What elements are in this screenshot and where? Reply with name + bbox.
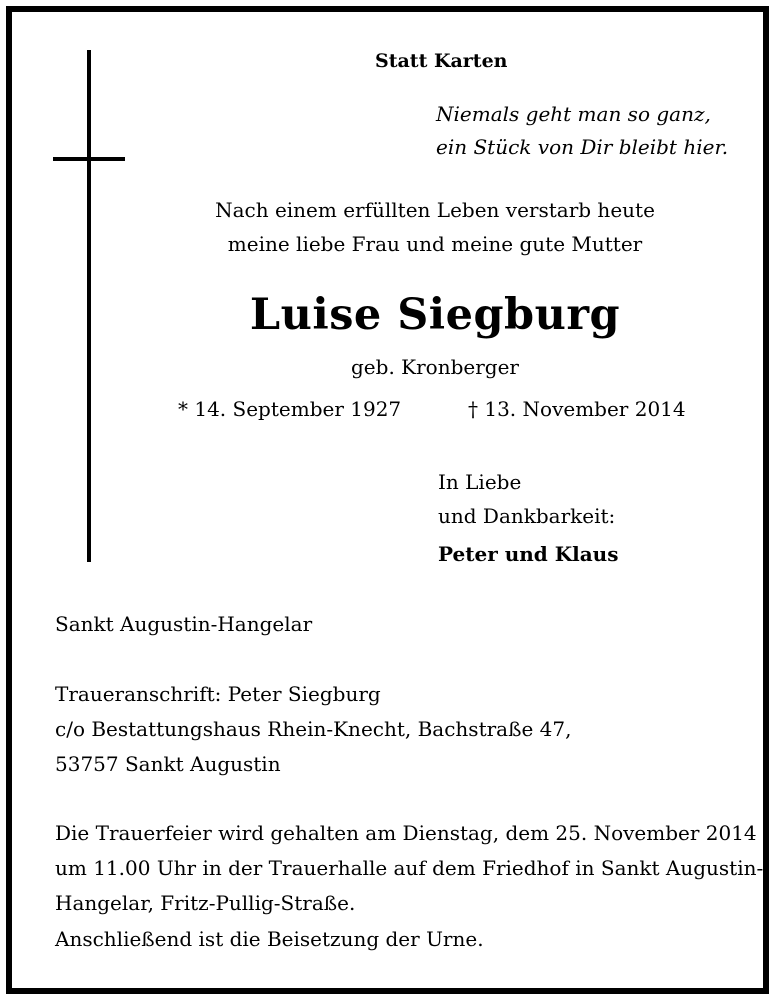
closing-words [438, 465, 615, 533]
intro-text [160, 193, 710, 261]
deceased-name: Luise Siegburg [249, 290, 621, 340]
mourning-address [55, 677, 571, 782]
place-name: Sankt Augustin-Hangelar [55, 612, 313, 636]
address-line-3: 53757 Sankt Augustin [55, 752, 281, 776]
intro-line-2: meine liebe Frau und meine gute Mutter [227, 232, 643, 256]
burial-information: Anschließend ist die Beisetzung der Urne. [55, 927, 484, 951]
cross-icon-horizontal-bar [53, 157, 125, 161]
quote-line-1: Niemals geht man so ganz, [436, 102, 711, 126]
birth-date: * 14. September 1927 [178, 397, 402, 421]
quote-line-2: ein Stück von Dir bleibt hier. [436, 135, 729, 159]
funeral-line-1: Die Trauerfeier wird gehalten am Dienstag, dem 25. November 2014 [55, 821, 757, 845]
memorial-quote [436, 98, 728, 164]
funeral-line-2: um 11.00 Uhr in der Trauerhalle auf dem Friedhof in Sankt Augustin- [55, 856, 764, 880]
closing-line-2: und Dankbarkeit: [438, 504, 616, 528]
address-line-1: Traueranschrift: Peter Siegburg [55, 682, 381, 706]
closing-line-1: In Liebe [438, 470, 522, 494]
death-date: † 13. November 2014 [468, 397, 686, 421]
address-line-2: c/o Bestattungshaus Rhein-Knecht, Bachstraße 47, [55, 717, 572, 741]
cross-icon-vertical-bar [87, 50, 91, 562]
funeral-line-3: Hangelar, Fritz-Pullig-Straße. [55, 891, 356, 915]
maiden-name: geb. Kronberger [351, 355, 519, 379]
funeral-information [55, 816, 763, 921]
mourners-names: Peter und Klaus [438, 542, 619, 566]
notice-header: Statt Karten [375, 50, 508, 72]
intro-line-1: Nach einem erfüllten Leben verstarb heute [215, 198, 655, 222]
